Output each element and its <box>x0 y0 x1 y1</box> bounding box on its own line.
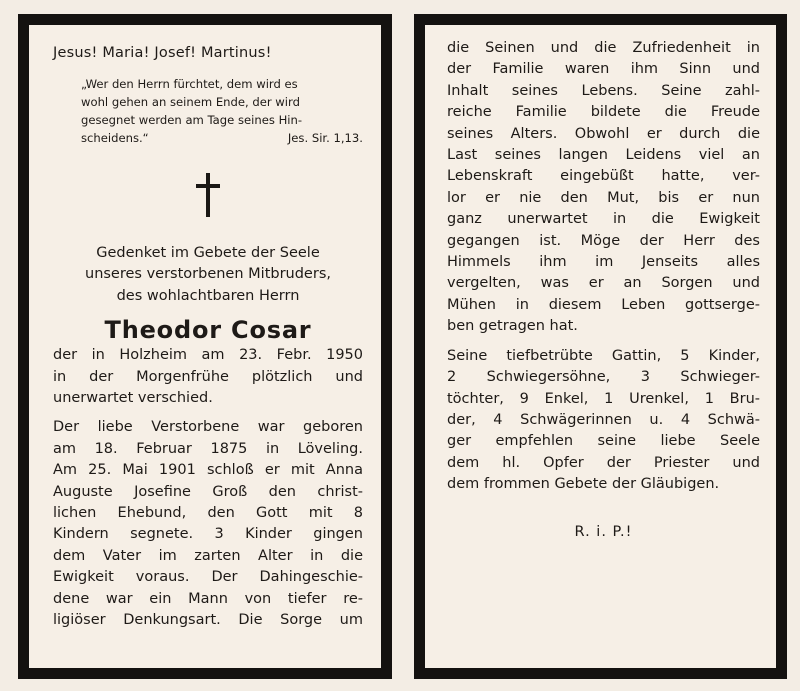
quote-line: scheidens.“ <box>81 131 149 145</box>
bio-line: lichen Ehebund, den Gott mit 8 <box>53 505 363 522</box>
para-line: lor er nie den Mut, bis er nun <box>447 189 760 206</box>
scripture-quote <box>81 75 363 147</box>
closing-rip: R. i. P.! <box>574 523 633 540</box>
para-line: vergelten, was er an Sorgen und <box>447 275 760 292</box>
para-line: reiche Familie bildete die Freude <box>447 104 760 121</box>
left-card-content <box>53 25 363 668</box>
survivor-line: töchter, 9 Enkel, 1 Urenkel, 1 Bru- <box>447 390 760 407</box>
bio-line: Kindern segnete. 3 Kinder gingen <box>53 526 363 543</box>
para-line: gegangen ist. Möge der Herr des <box>447 232 760 249</box>
right-card-content <box>447 25 760 668</box>
memorial-intro <box>53 243 363 307</box>
para-line: Himmels ihm im Jenseits alles <box>447 254 760 271</box>
death-line: in der Morgenfrühe plötzlich und <box>53 368 363 385</box>
bio-line: ligiöser Denkungsart. Die Sorge um <box>53 612 363 629</box>
death-line: unerwartet verschied. <box>53 390 213 407</box>
bio-line: Der liebe Verstorbene war geboren <box>53 419 363 436</box>
survivor-line: Seine tiefbetrübte Gattin, 5 Kinder, <box>447 347 760 364</box>
right-card-panel <box>414 14 787 679</box>
para-line: die Seinen und die Zufriedenheit in <box>447 40 760 56</box>
biography-continuation <box>447 38 760 338</box>
para-line: seines Alters. Obwohl er durch die <box>447 125 760 142</box>
quote-line: wohl gehen an seinem Ende, der wird <box>81 95 300 109</box>
para-line: ganz unerwartet in die Ewigkeit <box>447 211 760 228</box>
quote-reference: Jes. Sir. 1,13. <box>287 131 363 145</box>
survivor-line: der, 4 Schwägerinnen u. 4 Schwä- <box>447 411 760 428</box>
survivor-line: dem frommen Gebete der Gläubigen. <box>447 476 720 493</box>
intro-line: unseres verstorbenen Mitbruders, <box>85 266 331 283</box>
quote-line: gesegnet werden am Tage seines Hin- <box>81 113 303 127</box>
biography-text <box>53 417 363 631</box>
survivors-text <box>447 346 760 496</box>
para-line: ben getragen hat. <box>447 318 578 335</box>
bio-line: dene war ein Mann von tiefer re- <box>53 590 363 607</box>
death-notice <box>53 345 363 409</box>
bio-line: am 18. Februar 1875 in Löveling. <box>53 440 363 457</box>
left-card-panel <box>18 14 392 679</box>
para-line: Inhalt seines Lebens. Seine zahl- <box>447 82 760 99</box>
para-line: der Familie waren ihm Sinn und <box>447 61 760 78</box>
survivor-line: 2 Schwiegersöhne, 3 Schwieger- <box>447 369 760 386</box>
invocation: Jesus! Maria! Josef! Martinus! <box>53 45 272 61</box>
para-line: Last seines langen Leidens viel an <box>447 147 760 164</box>
survivor-line: dem hl. Opfer der Priester und <box>447 454 760 471</box>
deceased-name: Theodor Cosar <box>104 316 312 345</box>
quote-line: „Wer den Herrn fürchtet, dem wird es <box>81 77 298 91</box>
para-line: Lebenskraft eingebüßt hatte, ver- <box>447 168 760 185</box>
quote-last-line <box>81 129 363 147</box>
bio-line: dem Vater im zarten Alter in die <box>53 547 363 564</box>
bio-line: Ewigkeit voraus. Der Dahingeschie- <box>53 569 363 586</box>
intro-line: des wohlachtbaren Herrn <box>116 287 300 304</box>
bio-line: Am 25. Mai 1901 schloß er mit Anna <box>53 462 363 479</box>
para-line: Mühen in diesem Leben gottserge- <box>447 296 760 313</box>
survivor-line: ger empfehlen seine liebe Seele <box>447 433 760 450</box>
cross-icon <box>195 173 221 217</box>
intro-line: Gedenket im Gebete der Seele <box>96 245 320 261</box>
bio-line: Auguste Josefine Groß den christ- <box>53 483 363 500</box>
death-line: der in Holzheim am 23. Febr. 1950 <box>53 347 363 364</box>
